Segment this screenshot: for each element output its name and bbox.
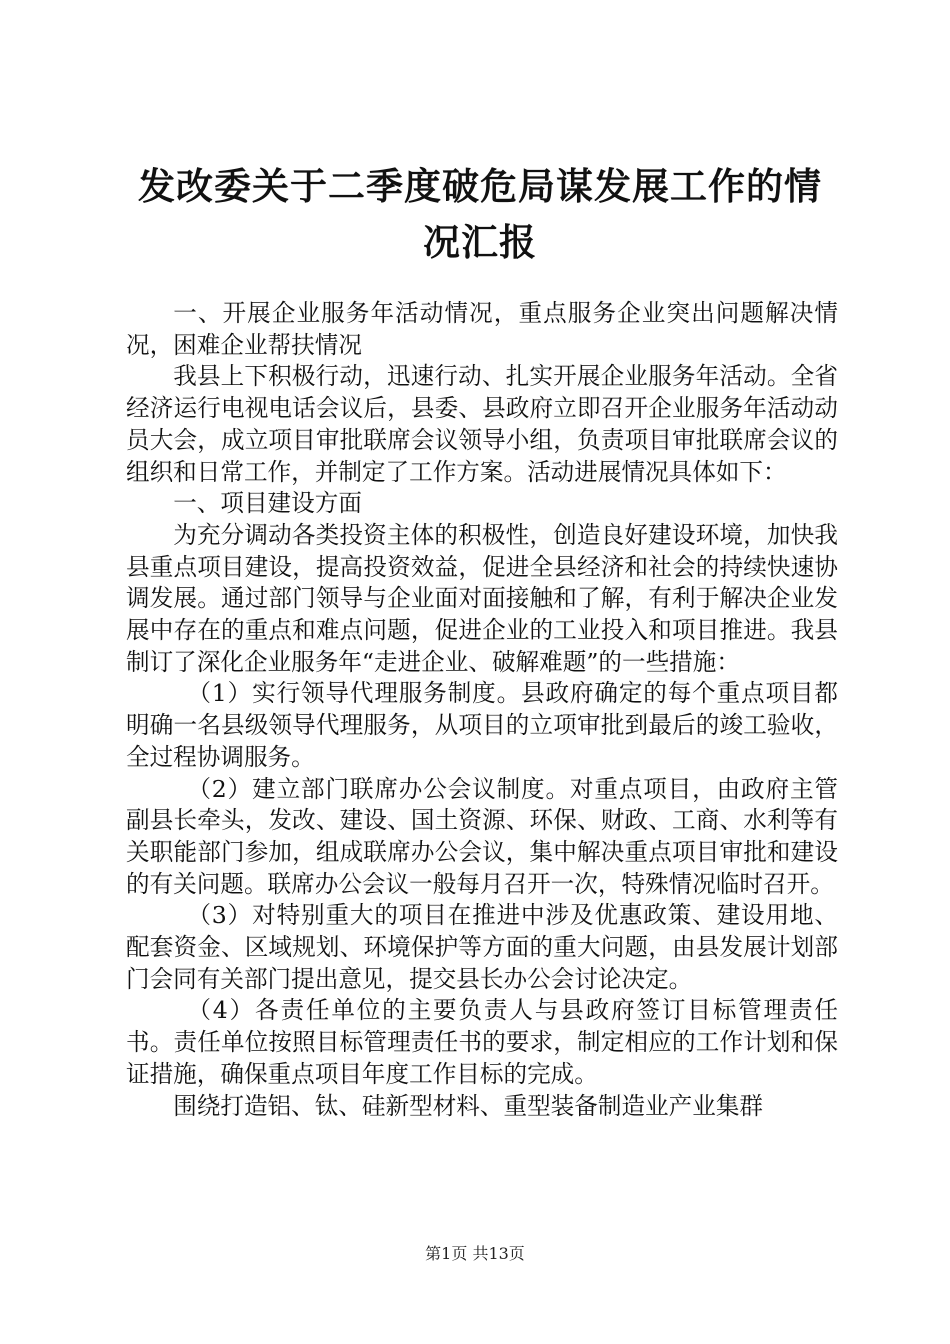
paragraph-intro: 我县上下积极行动，迅速行动、扎实开展企业服务年活动。全省经济运行电视电话会议后，县委、县政府立即召开企业服务年活动动员大会，成立项目审批联席会议领导小组，负责项目审批联席会议的组织和日常工作，并制定了工作方案。活动进展情况具体如下： bbox=[126, 362, 838, 486]
paragraph-measure-4: （4）各责任单位的主要负责人与县政府签订目标管理责任书。责任单位按照目标管理责任书的要求，制定相应的工作计划和保证措施，确保重点项目年度工作目标的完成。 bbox=[126, 996, 838, 1088]
page-number-footer: 第1页 共13页 bbox=[425, 1244, 525, 1263]
paragraph-measure-1: （1）实行领导代理服务制度。县政府确定的每个重点项目都明确一名县级领导代理服务，从项目的立项审批到最后的竣工验收，全过程协调服务。 bbox=[126, 679, 838, 771]
paragraph-heading-1: 一、开展企业服务年活动情况，重点服务企业突出问题解决情况，困难企业帮扶情况 bbox=[126, 299, 838, 359]
paragraph-measure-3: （3）对特别重大的项目在推进中涉及优惠政策、建设用地、配套资金、区域规划、环境保护等方面的重大问题，由县发展计划部门会同有关部门提出意见，提交县长办公会讨论决定。 bbox=[126, 901, 838, 993]
document-body bbox=[126, 298, 838, 1122]
paragraph-measure-2: （2）建立部门联席办公会议制度。对重点项目，由政府主管副县长牵头，发改、建设、国土资源、环保、财政、工商、水利等有关职能部门参加，组成联席办公会议，集中解决重点项目审批和建设的有关问题。联席办公会议一般每月召开一次，特殊情况临时召开。 bbox=[126, 774, 838, 898]
document-title: 发改委关于二季度破危局谋发展工作的情况汇报 bbox=[138, 164, 822, 264]
paragraph-measures-intro: 为充分调动各类投资主体的积极性，创造良好建设环境，加快我县重点项目建设，提高投资效益，促进全县经济和社会的持续快速协调发展。通过部门领导与企业面对面接触和了解，有利于解决企业发展中存在的重点和难点问题，促进企业的工业投入和项目推进。我县制订了深化企业服务年“走进企业、破解难题”的一些措施： bbox=[126, 520, 838, 676]
paragraph-section-heading: 一、项目建设方面 bbox=[173, 489, 362, 518]
paragraph-continuation: 围绕打造铝、钛、硅新型材料、重型装备制造业产业集群 bbox=[173, 1091, 764, 1120]
